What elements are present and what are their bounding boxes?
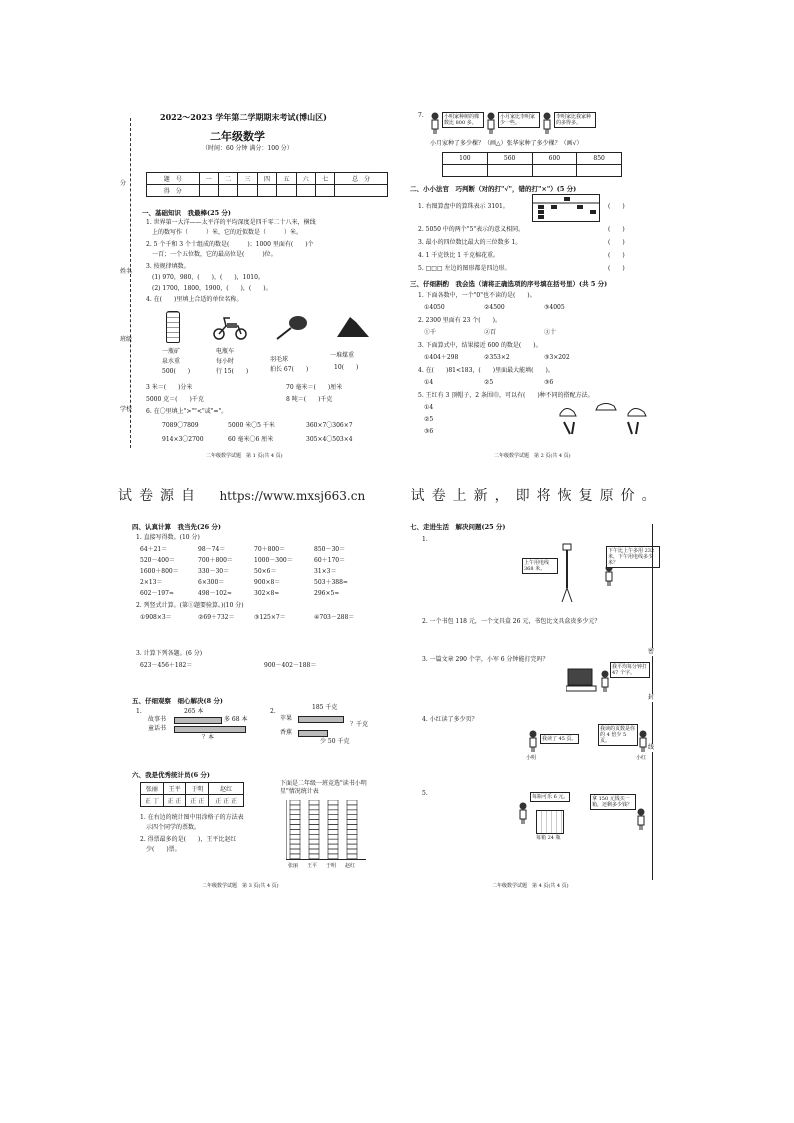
- exam-page-1: [118, 108, 393, 463]
- oral-calc-item: 50×6＝: [254, 568, 277, 575]
- tally-name: 赵红: [209, 783, 244, 795]
- speech-bubble: 每瓶可乐 6 元。: [532, 794, 569, 800]
- person-icon: [486, 112, 496, 134]
- seal-label: 线: [648, 744, 655, 751]
- oral-calc-item: 850－30＝: [314, 546, 346, 553]
- computer-icon: [566, 668, 598, 692]
- speech-bubble: 小月家比李明家少一些。: [498, 112, 540, 128]
- item-scooter-1: 电瓶车: [216, 348, 235, 355]
- compare-item: 5000 米〇5 千米: [228, 422, 275, 429]
- shopper-icon: [518, 802, 528, 824]
- stat-q2-cont: 少( )票。: [146, 846, 181, 853]
- person-icon: [542, 112, 552, 134]
- water-bottle-icon: [166, 311, 180, 343]
- oral-calc-item: 498－102≈: [198, 590, 232, 597]
- score-cell[interactable]: [315, 185, 334, 197]
- q6-text: 6. 在〇里填上">""<"或"="。: [146, 408, 228, 415]
- answer-paren[interactable]: ( ): [608, 252, 625, 259]
- score-cell[interactable]: [277, 185, 296, 197]
- score-header: 题 号: [147, 173, 200, 185]
- bar-fairytale: [174, 726, 246, 733]
- score-header: 二: [218, 173, 237, 185]
- judge-item: 1. 右图算盘中的算珠表示 3101。: [418, 203, 509, 210]
- item-racket-1: 羽毛球: [270, 356, 289, 363]
- score-header: 一: [199, 173, 218, 185]
- calc-1-title: 1. 直接写得数。(10 分): [136, 534, 200, 541]
- option[interactable]: ②353×2: [484, 354, 510, 361]
- q2-text-cont: 一百；一个五位数，它的最高位是( )位。: [152, 251, 277, 258]
- option[interactable]: ③十: [544, 329, 557, 336]
- section-4-title: 四、认真计算 我当先(26 分): [132, 523, 221, 531]
- scooter-icon: [212, 314, 248, 340]
- stat-q2: 2. 得票最多的是( )，王平比赵红: [140, 836, 237, 843]
- diagram-2-label: 2.: [270, 708, 276, 715]
- tally-marks: 正 正 正: [209, 795, 244, 807]
- vertical-calc: ①908×3＝: [140, 614, 172, 621]
- tally-name: 王平: [163, 783, 186, 795]
- judge-item: 5. □□□ 左边的图形都是四边形。: [418, 265, 511, 272]
- calc-2-title: 2. 列竖式计算。(第①题要验算。)(10 分): [136, 602, 244, 609]
- exam-subtitle: 二年级数学: [210, 130, 265, 143]
- section-7-title: 七、走进生活 解决问题(25 分): [410, 523, 506, 531]
- q1-text: 1. 世界第一大洋——太平洋的平均深度是四千零二十八米，横线: [146, 219, 316, 226]
- binding-line: [130, 118, 131, 448]
- person-icon: [430, 112, 440, 134]
- oral-calc-item: 302×8≈: [254, 590, 280, 597]
- tally-marks: 正 正: [186, 795, 209, 807]
- stat-q1-cont: 示四个同学的票数。: [146, 824, 201, 831]
- section-3-title: 三、仔细斟酌 我会选（请将正确选项的序号填在括号里）(共 5 分): [410, 280, 608, 288]
- diagram-1-row1: 故事书: [148, 716, 167, 723]
- section-2-title: 二、小小法官 巧判断（对的打"√"，错的打"×"）(5 分): [410, 185, 577, 193]
- chart-name: 于明: [326, 863, 337, 869]
- mixed-calc: 900－402－188＝: [264, 662, 317, 669]
- judge-item: 4. 1 千克铁比 1 千克棉花重。: [418, 252, 499, 259]
- tally-name: 张丽: [141, 783, 164, 795]
- diagram-1-more: 多 68 本: [224, 716, 248, 723]
- item-coal-1: 一堆煤重: [330, 352, 355, 359]
- oral-calc-item: 700＋800＝: [198, 557, 233, 564]
- banner-url[interactable]: https://www.mxsj663.cn: [219, 489, 366, 503]
- page-footer: 二年级数学试题 第 2 页(共 4 页): [494, 453, 571, 459]
- page-footer: 二年级数学试题 第 3 页(共 4 页): [202, 883, 279, 889]
- diagram-2-total: 185 千克: [312, 704, 338, 711]
- diagram-2-q: ？千克: [350, 721, 369, 728]
- compare-item: 60 毫米〇6 厘米: [228, 436, 274, 443]
- tally-name: 于明: [186, 783, 209, 795]
- side-label-school: 学校: [120, 406, 133, 413]
- boy-icon: [528, 730, 538, 752]
- option[interactable]: ①4: [424, 379, 434, 386]
- score-header: 总 分: [335, 173, 388, 185]
- speech-bubble: 下午比上午多用 232 米，下午用电线多少米？: [606, 546, 660, 568]
- option[interactable]: ②4500: [484, 304, 505, 311]
- abacus-icon: [532, 194, 600, 222]
- score-table: [146, 172, 388, 197]
- item-bottle-3: 500( ): [162, 368, 191, 375]
- oral-calc-item: 6×300＝: [198, 579, 225, 586]
- tally-marks: 正 丁: [141, 795, 164, 807]
- item-scooter-2: 每小时: [216, 358, 235, 365]
- chart-name: 张丽: [288, 863, 299, 869]
- typist-icon: [600, 670, 610, 692]
- oral-calc-item: 31×3＝: [314, 568, 337, 575]
- exam-page-4: [408, 518, 664, 893]
- oral-calc-item: 296×5≈: [314, 590, 340, 597]
- name-label: 小明: [526, 755, 537, 761]
- speech-bubble: 小明家种树的棵数比 800 多。: [442, 112, 484, 128]
- q5c-text: 5000 克＝( )千克: [146, 396, 204, 403]
- banner-right: 试卷上新，即将恢复原价。: [410, 488, 663, 504]
- speech-bubble: 我平均每分钟打 47 个字。: [610, 662, 650, 678]
- girl-icon: [638, 730, 648, 752]
- speech-bubble: 上午用电线 368 米。: [522, 558, 558, 574]
- answer-cell[interactable]: [577, 165, 622, 177]
- cola-box-icon: [536, 810, 564, 834]
- judge-item: 2. 5050 中的两个"5"表示的意义相同。: [418, 226, 525, 233]
- item-bottle-1: 一瓶矿: [162, 348, 181, 355]
- choice-cell[interactable]: 560: [487, 153, 532, 165]
- score-cell[interactable]: [296, 185, 315, 197]
- speech-bubble: 李明家比我家种的多得多。: [554, 112, 596, 128]
- exam-title: 2022～2023 学年第二学期期末考试(博山区): [160, 112, 327, 122]
- calc-3-title: 3. 计算下列各题。(6 分): [136, 650, 203, 657]
- diagram-2-row1: 苹果: [280, 715, 293, 722]
- select-q4: 4. 在( )81<183，( )里面最大能填( )。: [418, 367, 554, 374]
- chart-caption: 下面是二年级一班竞选"读书小明星"情况统计表: [280, 780, 367, 795]
- select-q5: 5. 王红有 3 顶帽子，2 条围巾，可以有( )种不同的搭配方法。: [418, 392, 594, 399]
- word-q3: 3. 一篇文章 290 个字，小军 6 分钟能打完吗？: [422, 656, 549, 663]
- page-footer: 二年级数学试题 第 4 页(共 4 页): [492, 883, 569, 889]
- q5d-text: 8 吨＝( )千克: [286, 396, 333, 403]
- score-row-label: 得 分: [147, 185, 200, 197]
- stat-q1: 1. 在右边的统计图中用涂格子的方法表: [140, 814, 244, 821]
- side-label-class: 班级: [120, 336, 133, 343]
- seal-line: [652, 524, 653, 880]
- hats-scarves-icon: [558, 402, 654, 436]
- oral-calc-item: 520－400＝: [140, 557, 175, 564]
- badminton-racket-icon: [274, 314, 308, 340]
- bar-apple: [298, 716, 344, 723]
- word-q4: 4. 小红读了多少页？: [422, 716, 478, 723]
- option[interactable]: ③6: [544, 379, 554, 386]
- oral-calc-item: 602－197≈: [140, 590, 174, 597]
- score-cell[interactable]: [335, 185, 388, 197]
- speech-bubble: 我读的页数是你的 4 倍少 5 页。: [598, 724, 638, 746]
- diagram-1-ask: ？本: [202, 734, 215, 741]
- mixed-calc: 623－456＋182＝: [140, 662, 193, 669]
- score-cell[interactable]: [257, 185, 276, 197]
- name-label: 小红: [636, 755, 647, 761]
- score-header: 六: [296, 173, 315, 185]
- q5b-text: 70 毫米＝( )厘米: [286, 384, 343, 391]
- score-header: 四: [257, 173, 276, 185]
- q3b-text: (2) 1700，1800，1900，( )，( )。: [152, 285, 272, 292]
- item-coal-2: 10( ): [334, 364, 359, 371]
- compare-item: 914×3〇2700: [162, 436, 204, 443]
- select-q3: 3. 下面算式中，结果接近 600 的数是( )。: [418, 342, 542, 349]
- compare-item: 360×7〇306×7: [306, 422, 353, 429]
- section-1-title: 一、基础知识 我最棒(25 分): [142, 209, 231, 217]
- chart-name: 赵红: [345, 863, 356, 869]
- exam-page-3: [118, 518, 393, 893]
- option[interactable]: ①4050: [424, 304, 445, 311]
- score-header: 三: [238, 173, 257, 185]
- option[interactable]: ③6: [424, 428, 434, 435]
- option[interactable]: ①千: [424, 329, 437, 336]
- oral-calc-item: 1600＋800＝: [140, 568, 179, 575]
- option[interactable]: ①404＋298: [424, 354, 459, 361]
- choice-cell[interactable]: 100: [443, 153, 488, 165]
- answer-paren[interactable]: ( ): [608, 203, 625, 210]
- item-bottle-2: 泉水重: [162, 358, 181, 365]
- choice-cell[interactable]: 600: [532, 153, 577, 165]
- q5a-text: 3 米＝( )分米: [146, 384, 193, 391]
- select-q1: 1. 下面各数中，一个"0"也不读的是( )。: [418, 292, 536, 299]
- speech-bubble: 我读了 45 页。: [542, 736, 577, 742]
- option[interactable]: ②5: [424, 416, 434, 423]
- answer-paren[interactable]: ( ): [608, 265, 625, 272]
- judge-item: 3. 最小的四位数比最大的三位数多 1。: [418, 239, 522, 246]
- section-5-title: 五、仔细观察 细心解决(8 分): [132, 697, 223, 705]
- page-footer: 二年级数学试题 第 1 页(共 4 页): [206, 453, 283, 459]
- box-label: 每箱 24 瓶: [536, 835, 561, 841]
- exam-page-2: [408, 108, 668, 463]
- q1-text-cont: 上的数写作（ ）米，它的近似数是（ ）米。: [152, 229, 303, 236]
- answer-paren[interactable]: ( ): [608, 226, 625, 233]
- bar-storybook: [174, 717, 222, 724]
- q3a-text: (1) 970，980，( )，( )，1010。: [152, 274, 264, 281]
- seal-label: 封: [648, 694, 655, 701]
- q3-text: 3. 按规律填数。: [146, 263, 190, 270]
- speech-bubble: 拿 150 元钱买一箱，还剩多少钱？: [590, 794, 636, 810]
- select-q2: 2. 2300 里面有 23 个( )。: [418, 317, 501, 324]
- word-q1: 1.: [422, 536, 428, 543]
- oral-calc-item: 2×13＝: [140, 579, 163, 586]
- tally-marks: 正 正: [163, 795, 186, 807]
- item-scooter-3: 行 15( ): [216, 368, 249, 375]
- time-info: （时间：60 分钟 满分：100 分）: [202, 145, 293, 152]
- banner-left: 试卷源自: [118, 488, 202, 504]
- oral-calc-item: 900×8＝: [254, 579, 281, 586]
- choices-table: [442, 152, 622, 177]
- oral-calc-item: 64＋21＝: [140, 546, 168, 553]
- oral-calc-item: 503＋388≈: [314, 579, 348, 586]
- tally-table: [140, 782, 244, 807]
- bar-banana: [298, 730, 328, 737]
- vertical-calc: ③125×7＝: [254, 614, 286, 621]
- option[interactable]: ②百: [484, 329, 497, 336]
- q7-ask: 小月家种了多少棵？（画△）张华家种了多少棵？（画√）: [430, 140, 583, 147]
- vertical-calc: ④703－288＝: [314, 614, 355, 621]
- answer-cell[interactable]: [487, 165, 532, 177]
- side-label-score: 分: [120, 180, 127, 187]
- coal-pile-icon: [336, 314, 370, 338]
- q2-text: 2. 5 个千和 3 个十组成的数是( )；1000 里面有( )个: [146, 241, 314, 248]
- oral-calc-item: 330－30＝: [198, 568, 230, 575]
- q4-text: 4. 在( )里填上合适的单位名称。: [146, 296, 243, 303]
- option[interactable]: ③4005: [544, 304, 565, 311]
- answer-cell[interactable]: [532, 165, 577, 177]
- vote-grid-chart[interactable]: [286, 800, 366, 860]
- customer-icon: [636, 808, 646, 830]
- vertical-calc: ②69＋732＝: [198, 614, 235, 621]
- word-q2: 2. 一个书包 118 元，一个文具盒 26 元，书包比文具盒贵多少元？: [422, 618, 601, 625]
- promo-banner: [118, 485, 663, 505]
- score-cell[interactable]: [218, 185, 237, 197]
- section-6-title: 六、我是优秀统计员(6 分): [132, 771, 210, 779]
- option[interactable]: ①4: [424, 404, 434, 411]
- score-header: 五: [277, 173, 296, 185]
- oral-calc-item: 70＋800＝: [254, 546, 286, 553]
- diagram-2-row2: 香蕉: [280, 729, 293, 736]
- score-header: 七: [315, 173, 334, 185]
- seal-label: 密: [648, 648, 655, 655]
- diagram-1-total: 265 本: [184, 708, 204, 715]
- diagram-1-row2: 童话书: [148, 725, 167, 732]
- diagram-2-less: 少 50 千克: [320, 738, 350, 745]
- oral-calc-item: 60＋170＝: [314, 557, 346, 564]
- pole-icon: [560, 542, 574, 604]
- answer-paren[interactable]: ( ): [608, 239, 625, 246]
- score-cell[interactable]: [199, 185, 218, 197]
- oral-calc-item: 1000－300＝: [254, 557, 293, 564]
- score-cell[interactable]: [238, 185, 257, 197]
- oral-calc-item: 98－74＝: [198, 546, 226, 553]
- item-racket-2: 拍长 67( ): [270, 366, 309, 373]
- diagram-1-label: 1.: [136, 708, 142, 715]
- choice-cell[interactable]: 850: [577, 153, 622, 165]
- word-q5: 5.: [422, 790, 428, 797]
- compare-item: 7089〇7809: [162, 422, 199, 429]
- chart-name: 王平: [307, 863, 318, 869]
- side-label-name: 姓名: [120, 268, 133, 275]
- answer-cell[interactable]: [443, 165, 488, 177]
- option[interactable]: ②5: [484, 379, 494, 386]
- q7-label: 7.: [418, 112, 424, 119]
- compare-item: 305×4〇503×4: [306, 436, 353, 443]
- option[interactable]: ③3×202: [544, 354, 570, 361]
